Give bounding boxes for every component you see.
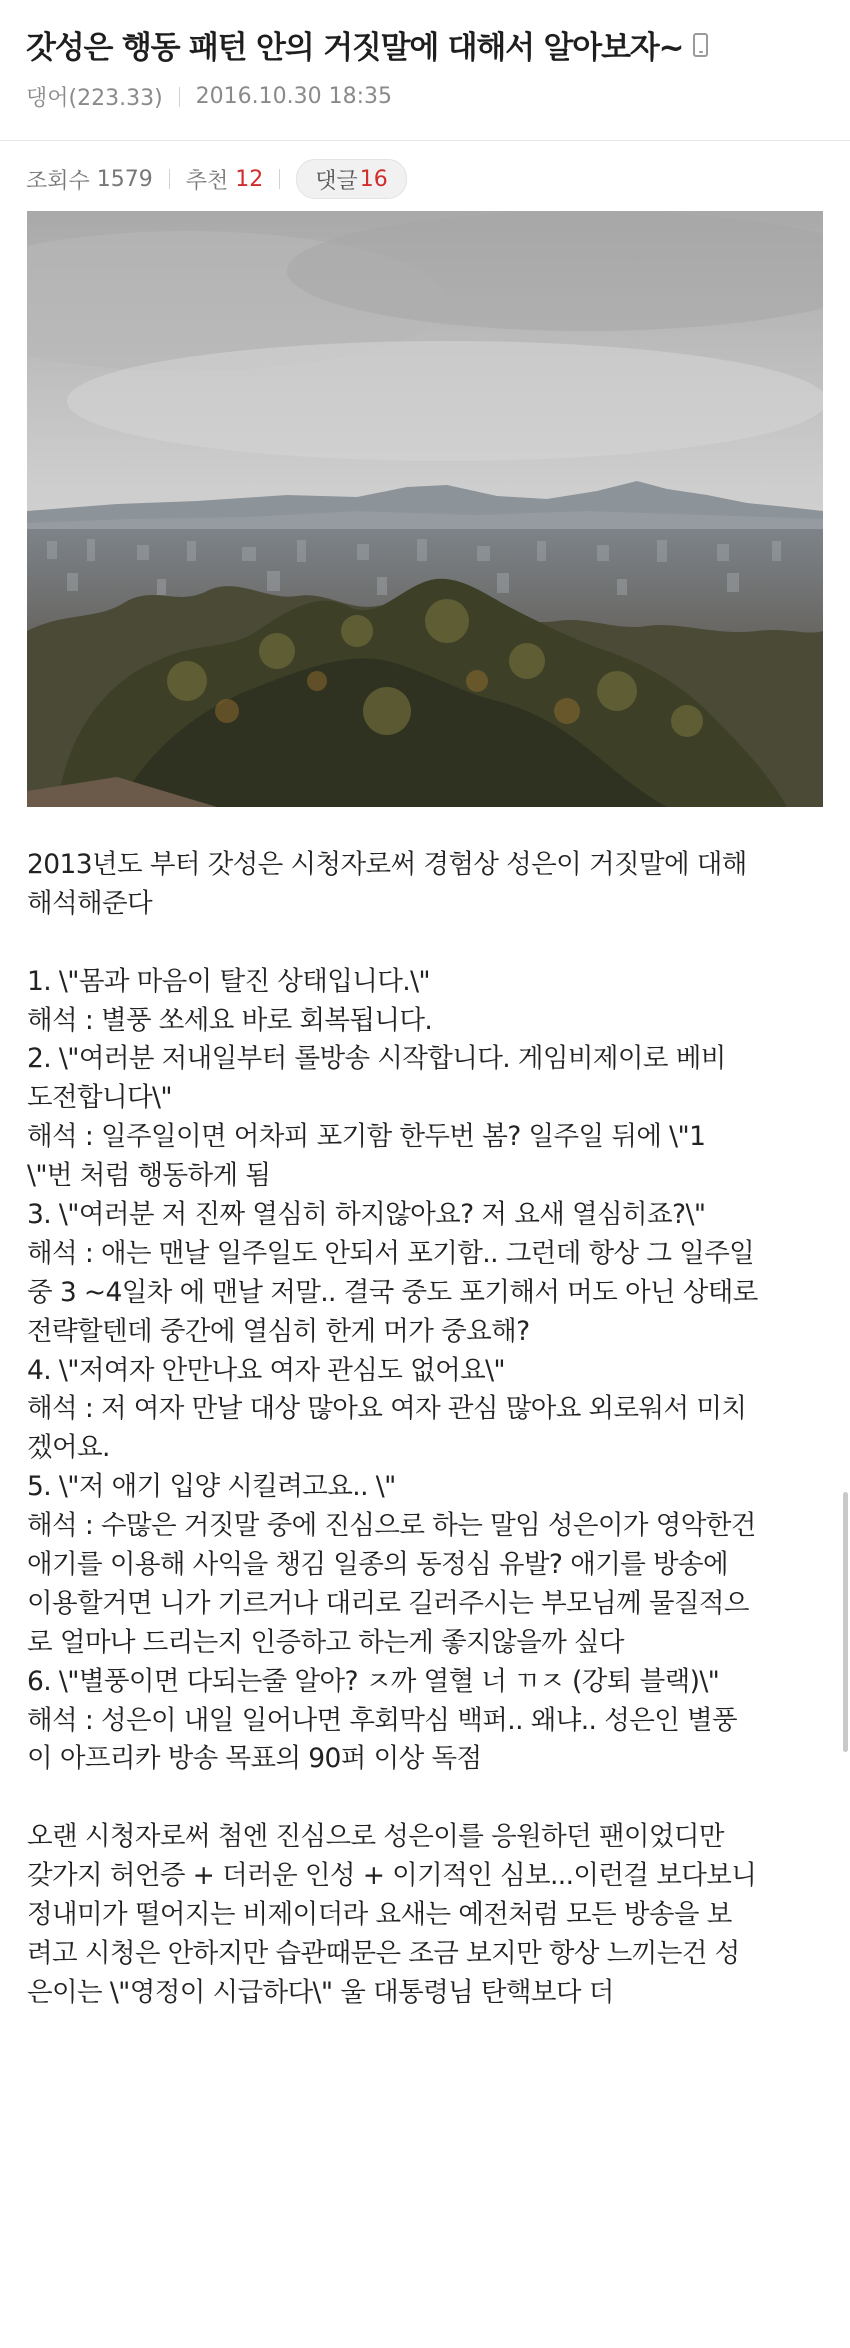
title-row — [26, 22, 824, 67]
body-line: \"번 처럼 행동하게 됨 — [27, 1160, 271, 1192]
body-line: 도전합니다\" — [27, 1082, 172, 1114]
body-line: 이용할거면 니가 기르거나 대리로 길러주시는 부모님께 물질적으 — [27, 1587, 749, 1619]
body-line: 려고 시청은 안하지만 습관때문은 조금 보지만 항상 느끼는건 성 — [27, 1937, 740, 1969]
body-line: 해석 : 저 여자 만날 대상 많아요 여자 관심 많아요 외로워서 미치 — [27, 1393, 747, 1425]
body-line: 해석 : 수많은 거짓말 중에 진심으로 하는 말임 성은이가 영악한건 — [27, 1510, 756, 1542]
views-count: 1579 — [96, 166, 153, 192]
body-line: 해석해준다 — [27, 887, 152, 919]
body-line: 중 3 ~4일차 에 맨날 저말.. 결국 중도 포기해서 머도 아닌 상태로 — [27, 1276, 758, 1308]
body-line: 3. \"여러분 저 진짜 열심히 하지않아요? 저 요새 열심히죠?\" — [27, 1199, 706, 1231]
body-line: 6. \"별풍이면 다되는줄 알아? ㅈ까 열혈 너 ㄲㅈ (강퇴 블랙)\" — [27, 1665, 720, 1697]
stats-divider — [279, 169, 280, 189]
mobile-icon — [693, 33, 708, 57]
blank-line — [27, 1779, 827, 1818]
body-line: 1. \"몸과 마음이 탈진 상태입니다.\" — [27, 965, 431, 997]
body-line: 해석 : 일주일이면 어차피 포기함 한두번 봄? 일주일 뒤에 \"1 — [27, 1121, 706, 1153]
recommend-count: 12 — [235, 166, 264, 192]
scrollbar-thumb[interactable] — [843, 1492, 848, 1752]
post-title: 갓성은 행동 패턴 안의 거짓말에 대해서 알아보자~ — [26, 30, 684, 66]
body-line: 정내미가 떨어지는 비제이더라 요새는 예전처럼 모든 방송을 보 — [27, 1899, 732, 1931]
body-line: 해석 : 별풍 쏘세요 바로 회복됩니다. — [27, 1004, 433, 1036]
body-line: 은이는 \"영정이 시급하다\" 울 대통령님 탄핵보다 더 — [27, 1976, 614, 2008]
body-line: 2. \"여러분 저내일부터 롤방송 시작합니다. 게임비제이로 베비 — [27, 1043, 726, 1075]
comments-label: 댓글 — [315, 168, 358, 194]
comments-button[interactable] — [296, 159, 407, 199]
body-line: 해석 : 성은이 내일 일어나면 후회막심 백퍼.. 왜냐.. 성은인 별풍 — [27, 1704, 738, 1736]
body-line: 겠어요. — [27, 1432, 110, 1464]
blank-line — [27, 924, 827, 963]
body-line: 오랜 시청자로써 첨엔 진심으로 성은이를 응원하던 팬이었디만 — [27, 1821, 724, 1853]
body-line: 해석 : 애는 맨날 일주일도 안되서 포기함.. 그런데 항상 그 일주일 — [27, 1237, 755, 1269]
body-line: 2013년도 부터 갓성은 시청자로써 경험상 성은이 거짓말에 대해 — [27, 849, 747, 880]
post-date: 2016.10.30 18:35 — [195, 84, 393, 109]
landscape-photo — [27, 211, 823, 807]
post-meta — [26, 81, 824, 112]
body-line: 애기를 이용해 사익을 챙김 일종의 동정심 유발? 애기를 방송에 — [27, 1549, 729, 1581]
body-line: 로 얼마나 드리는지 인증하고 하는게 좋지않을까 싶다 — [27, 1626, 624, 1658]
views-label: 조회수 — [26, 168, 90, 194]
stats-divider — [169, 169, 170, 189]
comments-count: 16 — [359, 166, 388, 192]
post-body — [27, 846, 827, 2013]
body-line: 전략할텐데 중간에 열심히 한게 머가 중요해? — [27, 1315, 530, 1347]
body-line: 5. \"저 애기 입양 시킬려고요.. \" — [27, 1471, 396, 1503]
body-line: 갖가지 허언증 + 더러운 인성 + 이기적인 심보...이런걸 보다보니 — [27, 1860, 757, 1892]
body-line: 이 아프리카 방송 목표의 90퍼 이상 독점 — [27, 1743, 482, 1775]
recommend-label: 추천 — [185, 168, 229, 194]
author-name[interactable]: 댕어(223.33) — [26, 86, 163, 111]
post-header — [0, 0, 850, 112]
body-line: 4. \"저여자 안만나요 여자 관심도 없어요\" — [27, 1354, 506, 1386]
meta-divider — [179, 87, 180, 107]
post-stats — [0, 141, 850, 199]
